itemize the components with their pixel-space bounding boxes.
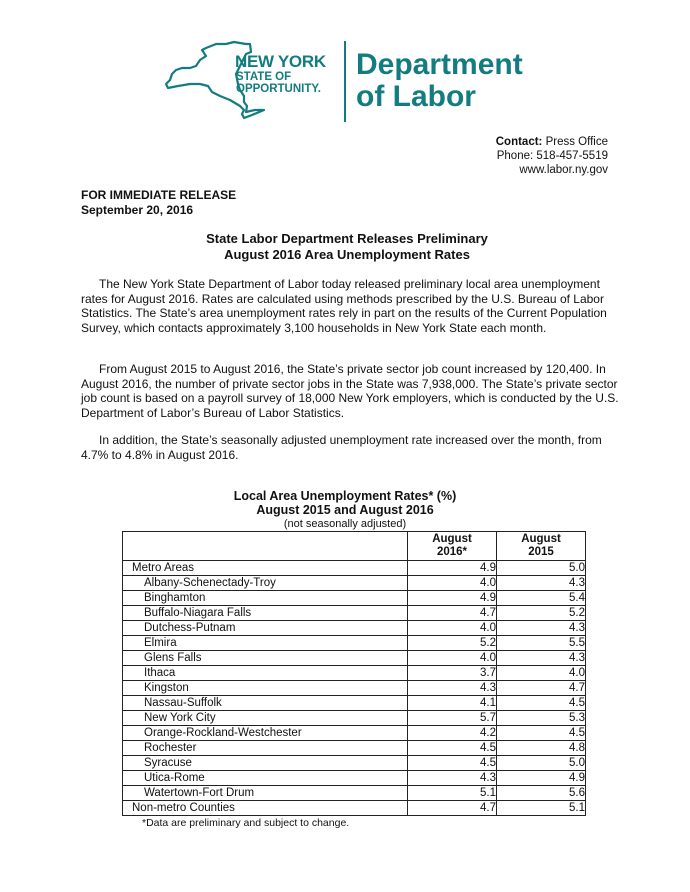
table-row: [123, 636, 586, 651]
rate-aug-2015-cell: 4.5: [497, 726, 586, 741]
rate-aug-2016-cell: 4.0: [408, 651, 497, 666]
logo-divider: [344, 41, 346, 122]
headline-line-1: State Labor Department Releases Preliminary: [206, 231, 488, 246]
area-name-cell: Kingston: [123, 681, 408, 696]
table-row: [123, 666, 586, 681]
ny-state-title: NEW YORK: [235, 52, 326, 71]
rate-aug-2016-cell: 4.0: [408, 576, 497, 591]
rate-aug-2015-cell: 4.3: [497, 576, 586, 591]
headline: [0, 231, 690, 263]
area-name-cell: Watertown-Fort Drum: [123, 786, 408, 801]
table-row: [123, 651, 586, 666]
header-aug-2016: [408, 532, 497, 561]
rate-aug-2016-cell: 4.2: [408, 726, 497, 741]
body-paragraph-3: In addition, the State’s seasonally adjusted unemployment rate increased over the month, from 4.7% to 4.8% in August 2016.: [81, 433, 602, 462]
rate-aug-2016-cell: 5.7: [408, 711, 497, 726]
header-aug-2015-line-2: 2015: [528, 546, 554, 558]
area-name-cell: Non-metro Counties: [123, 801, 408, 816]
area-name-cell: Dutchess-Putnam: [123, 621, 408, 636]
area-name-cell: Ithaca: [123, 666, 408, 681]
table-row: [123, 621, 586, 636]
rate-aug-2015-cell: 4.8: [497, 741, 586, 756]
rate-aug-2015-cell: 5.5: [497, 636, 586, 651]
rate-aug-2016-cell: 3.7: [408, 666, 497, 681]
rate-aug-2015-cell: 5.3: [497, 711, 586, 726]
table-footnote: *Data are preliminary and subject to change.: [142, 817, 350, 829]
rate-aug-2016-cell: 4.9: [408, 561, 497, 576]
rate-aug-2016-cell: 4.3: [408, 681, 497, 696]
rate-aug-2016-cell: 4.7: [408, 801, 497, 816]
department-title-line-2: of Labor: [356, 80, 476, 113]
rate-aug-2015-cell: 5.4: [497, 591, 586, 606]
release-info: [81, 188, 236, 218]
headline-line-2: August 2016 Area Unemployment Rates: [224, 247, 470, 262]
ny-state-subtitle-2: OPPORTUNITY.: [236, 83, 321, 95]
table-row: [123, 771, 586, 786]
table-row: [123, 801, 586, 816]
contact-line: [496, 135, 608, 149]
contact-label: Contact:: [495, 136, 543, 148]
table-row: [123, 756, 586, 771]
contact-block: [496, 135, 608, 177]
rate-aug-2016-cell: 4.0: [408, 621, 497, 636]
rate-aug-2015-cell: 5.0: [497, 756, 586, 771]
table-row: [123, 726, 586, 741]
table-title-line-2: August 2015 and August 2016: [256, 503, 434, 517]
rate-aug-2016-cell: 4.5: [408, 756, 497, 771]
table-title: [0, 489, 690, 517]
table-row: [123, 576, 586, 591]
table-title-line-1: Local Area Unemployment Rates* (%): [233, 489, 457, 503]
area-name-cell: Utica-Rome: [123, 771, 408, 786]
header-aug-2016-line-2: 2016*: [436, 546, 468, 558]
unemployment-rates-table: [122, 531, 586, 816]
table-row: [123, 711, 586, 726]
area-name-cell: Syracuse: [123, 756, 408, 771]
rate-aug-2015-cell: 5.6: [497, 786, 586, 801]
rate-aug-2015-cell: 4.3: [497, 651, 586, 666]
rate-aug-2015-cell: 4.0: [497, 666, 586, 681]
department-title-line-1: Department: [356, 48, 523, 81]
rate-aug-2015-cell: 5.0: [497, 561, 586, 576]
area-name-cell: Buffalo-Niagara Falls: [123, 606, 408, 621]
release-label: FOR IMMEDIATE RELEASE: [81, 188, 237, 202]
rate-aug-2015-cell: 4.3: [497, 621, 586, 636]
table-row: [123, 786, 586, 801]
body-paragraph-1: The New York State Department of Labor today released preliminary local area unemployment rates for August 2016. Rates are calculated using methods prescribed by the U.S. Bureau of Labor Statistics. The State’s area unemployment rates rely in part on the results of the Current Population Survey, which contacts approximately 3,100 households in New York State each month.: [81, 277, 607, 335]
header-aug-2015: [497, 532, 586, 561]
rate-aug-2016-cell: 5.1: [408, 786, 497, 801]
table-row: [123, 696, 586, 711]
rate-aug-2016-cell: 4.7: [408, 606, 497, 621]
rate-aug-2016-cell: 4.1: [408, 696, 497, 711]
area-name-cell: Elmira: [123, 636, 408, 651]
table-subtitle-note: (not seasonally adjusted): [283, 518, 407, 530]
rate-aug-2016-cell: 4.5: [408, 741, 497, 756]
area-name-cell: Orange-Rockland-Westchester: [123, 726, 408, 741]
header-aug-2015-line-1: August: [521, 533, 561, 545]
header-area-blank: [123, 532, 408, 561]
contact-value: Press Office: [545, 136, 608, 148]
area-name-cell: Metro Areas: [123, 561, 408, 576]
table-row: [123, 561, 586, 576]
ny-state-subtitle-1: STATE OF: [236, 71, 292, 83]
body-paragraph-2: From August 2015 to August 2016, the State’s private sector job count increased by 120,400. In August 2016, the number of private sector jobs in the State was 7,938,000. The State’s private sector job count is based on a payroll survey of 18,000 New York employers, which is conducted by the U.S. Department of Labor’s Bureau of Labor Statistics.: [81, 362, 619, 420]
area-name-cell: Nassau-Suffolk: [123, 696, 408, 711]
contact-website-link[interactable]: www.labor.ny.gov: [519, 164, 608, 176]
table-row: [123, 606, 586, 621]
table-row: [123, 681, 586, 696]
area-name-cell: Binghamton: [123, 591, 408, 606]
release-date: September 20, 2016: [81, 203, 194, 217]
table-row: [123, 741, 586, 756]
contact-phone: Phone: 518-457-5519: [496, 150, 608, 162]
area-name-cell: New York City: [123, 711, 408, 726]
rate-aug-2016-cell: 4.9: [408, 591, 497, 606]
header-aug-2016-line-1: August: [432, 533, 472, 545]
area-name-cell: Glens Falls: [123, 651, 408, 666]
area-name-cell: Rochester: [123, 741, 408, 756]
rate-aug-2016-cell: 4.3: [408, 771, 497, 786]
rate-aug-2015-cell: 5.1: [497, 801, 586, 816]
table-row: [123, 591, 586, 606]
rate-aug-2015-cell: 4.5: [497, 696, 586, 711]
rate-aug-2015-cell: 4.7: [497, 681, 586, 696]
table-header-row: [123, 532, 586, 561]
rate-aug-2015-cell: 5.2: [497, 606, 586, 621]
rate-aug-2016-cell: 5.2: [408, 636, 497, 651]
area-name-cell: Albany-Schenectady-Troy: [123, 576, 408, 591]
rate-aug-2015-cell: 4.9: [497, 771, 586, 786]
